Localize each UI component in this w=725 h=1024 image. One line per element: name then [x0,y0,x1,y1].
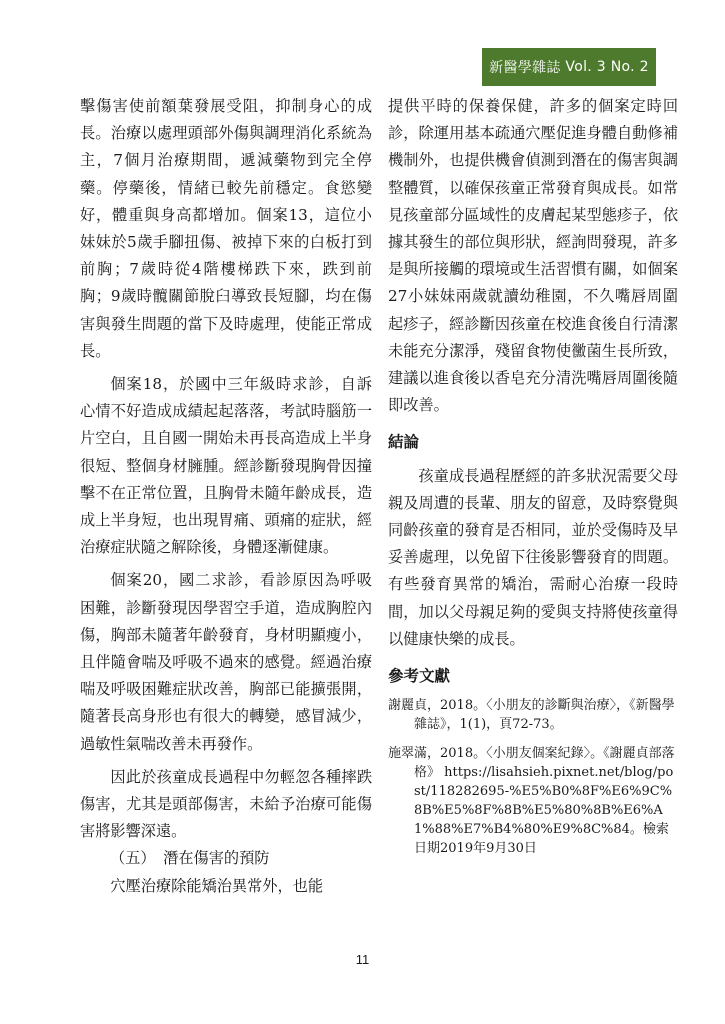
reference-item: 謝麗貞，2018。〈小朋友的診斷與治療〉，《新醫學雜誌》，1(1)，頁72-73。 [388,698,675,733]
conclusion-paragraph: 孩童成長過程歷經的許多狀況需要父母親及周遭的長輩、朋友的留意，及時察覺與同齡孩童的發育是否相同，並於受傷時及早妥善處理，以免留下往後影響發育的問題。有些發育異常的矯治，需耐心治療一段時間，加以父母親足夠的愛與支持將使孩童得以健康快樂的成長。 [388,466,678,648]
journal-header [482,48,656,86]
references-heading: 參考文獻 [388,667,451,686]
paragraph-case-13: 擊傷害使前額葉發展受阻，抑制身心的成長。治療以處理頭部外傷與調理消化系統為主，7個月治療期間，遞減藥物到完全停藥。停藥後，情緒已較先前穩定。食慾變好，體重與身高都增加。個案13，這位小妹妹於5歲手腳扭傷、被掉下來的白板打到前胸；7歲時從4階樓梯跌下來，跌到前胸；9歲時髖關節脫臼導致長短腳，均在傷害與發生問題的當下及時處理，使能正常成長。 [80,97,372,360]
page-number: 11 [355,952,370,967]
journal-title: 新醫學雜誌 [489,60,561,76]
conclusion-heading: 結論 [388,433,420,452]
paragraph-prevention-cont: 提供平時的保養保健，許多的個案定時回診，除運用基本疏通穴壓促進身體自動修補機制外，也提供機會偵測到潛在的傷害與調整體質，以確保孩童正常發育與成長。如常見孩童部分區域性的皮膚起某型態疹子，依據其發生的部位與形狀，經詢問發現，許多是與所接觸的環境或生活習慣有關，如個案27小妹妹兩歲就讀幼稚園，不久嘴唇周圍起疹子，經診斷因孩童在校進食後自行清潔未能充分潔淨，殘留食物使黴菌生長所致，建議以進食後以香皂充分清洗嘴唇周圍後隨即改善。 [388,97,678,415]
journal-volume: Vol. 3 No. 2 [565,59,649,75]
paragraph-case-18: 個案18，於國中三年級時求診，自訴心情不好造成成績起起落落，考試時腦筋一片空白，且自國一開始未再長高造成上半身很短、整個身材臃腫。經診斷發現胸骨因撞擊不在正常位置，且胸骨未隨年齡成長，造成上半身短，也出現胃痛、頭痛的症狀，經治療症狀隨之解除後，身體逐漸健康。 [80,375,372,557]
paragraph-summary: 因此於孩童成長過程中勿輕忽各種摔跌傷害，尤其是頭部傷害，未給予治療可能傷害將影響深遠。 [80,767,372,841]
left-column [80,93,372,900]
paragraph-case-20: 個案20，國二求診，看診原因為呼吸困難，診斷發現因學習空手道，造成胸腔內傷，胸部未隨著年齡發育，身材明顯瘦小，且伴隨會喘及呼吸不過來的感覺。經過治療喘及呼吸困難症狀改善，胸部已能擴張開，隨著長高身形也有很大的轉變，感冒減少，過敏性氣喘改善未再發作。 [80,571,372,753]
reference-item: 施翠滿，2018。〈小朋友個案紀錄〉。《謝麗貞部落格》 https://lisahsieh.pixnet.net/blog/post/118282695-%E5%B0%8F%E6%9C%8B%E5%8F%8B%E5%80%8B%E6%A1%88%E7%B4%80%E9%8C%84。檢索日期2019年9月30日 [388,746,675,857]
right-column [388,93,678,868]
subheading-prevention: （五） 潛在傷害的預防 [110,849,270,868]
paragraph-prevention-start: 穴壓治療除能矯治異常外，也能 [110,876,324,895]
